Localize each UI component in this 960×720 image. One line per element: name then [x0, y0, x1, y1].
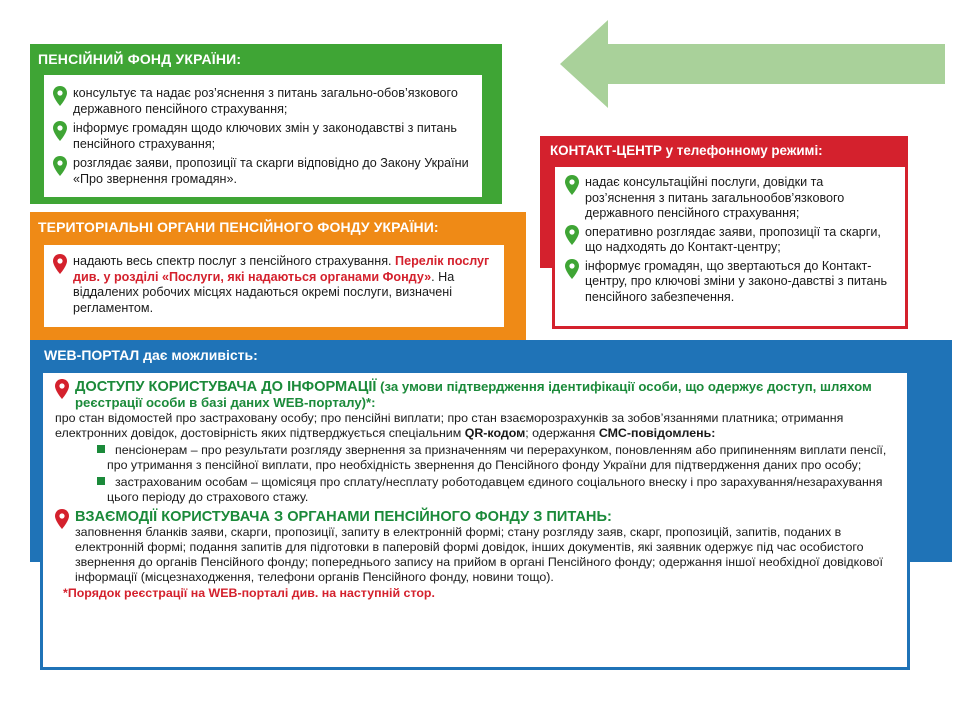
list-item-text: надає консультаційні послуги, довідки та роз’яснення з питань загальнообов’язкового державного пенсійного страхування;: [585, 175, 845, 220]
web-portal-content: [40, 370, 910, 670]
contact-center-list: [552, 164, 908, 329]
list-item-text: консультує та надає роз’яснення з питань загально-обов’язкового державного пенсійного страхування;: [73, 86, 458, 116]
pension-fund-title: ПЕНСІЙНИЙ ФОНД УКРАЇНИ:: [38, 51, 242, 67]
list-item-text: інформує громадян щодо ключових змін у законодавстві з питань пенсійного страхування;: [73, 121, 457, 151]
map-pin-icon: [53, 86, 67, 106]
map-pin-icon: [565, 225, 579, 245]
contact-center-title: КОНТАКТ-ЦЕНТР у телефонному режимі:: [550, 143, 823, 158]
territorial-text: надають весь спектр послуг з пенсійного страхування.: [73, 254, 396, 268]
qr-code-label: QR-кодом: [464, 426, 526, 440]
interaction-heading: [55, 509, 895, 525]
list-item: [55, 443, 895, 473]
square-bullet-icon: [97, 477, 105, 485]
list-item-text: оперативно розглядає заяви, пропозиції та скарги, що надходять до Контакт-центру;: [585, 224, 881, 254]
sms-label: СМС-повідомлень: [598, 426, 712, 440]
territorial-content: [41, 242, 507, 330]
access-heading-note: (за умови підтвердження ідентифікації особи, що одержує доступ, шляхом реєстрації особи в базі даних WEB-порталу)*:: [75, 379, 872, 410]
list-item: [53, 121, 472, 152]
list-item-text: розглядає заяви, пропозиції та скарги відповідно до Закону України «Про звернення громадян».: [73, 156, 469, 186]
list-item: [53, 156, 472, 187]
territorial-text-end: . На віддалених робочих місцях надаються окремі послуги, визначені регламентом.: [73, 269, 455, 315]
map-pin-icon: [53, 121, 67, 141]
map-pin-icon: [53, 156, 67, 176]
web-portal-title: WEB-ПОРТАЛ дає можливість:: [44, 347, 258, 363]
list-item-text: інформує громадян, що звертаються до Контакт-центру, про ключові зміни у законо-давстві з питань пенсійного забезпечення.: [585, 258, 888, 304]
footnote: *Порядок реєстрації на WEB-порталі див. на наступній стор.: [63, 586, 435, 600]
interaction-heading-text: ВЗАЄМОДІЇ КОРИСТУВАЧА З ОРГАНАМИ ПЕНСІЙНОГО ФОНДУ З ПИТАНЬ:: [75, 509, 612, 525]
list-item-text: пенсіонерам – про результати розгляду звернення за призначенням чи перерахунком, поновленням або припиненням виплати пенсії, про утримання з пенсійної виплати, про необхідність звернення до Пенсійного фонду України для підтвердження даних про особу;: [107, 443, 887, 472]
access-text: :: [711, 426, 716, 440]
access-heading-text: ДОСТУПУ КОРИСТУВАЧА ДО ІНФОРМАЦІЇ: [75, 379, 377, 395]
access-description: [55, 411, 895, 441]
list-item-text: застрахованим особам – щомісяця про сплату/несплату роботодавцем єдиного соціального внеску і про зарахування/незарахування цього періоду до страхового стажу.: [107, 475, 883, 504]
territorial-title: ТЕРИТОРІАЛЬНІ ОРГАНИ ПЕНСІЙНОГО ФОНДУ УКРАЇНИ:: [38, 219, 439, 235]
access-heading: [55, 379, 895, 411]
list-item: [53, 254, 494, 316]
square-bullet-icon: [97, 445, 105, 453]
left-arrow-icon: [560, 20, 945, 108]
list-item: [565, 259, 895, 306]
access-text: ; одержання: [525, 426, 599, 440]
list-item: [565, 225, 895, 256]
map-pin-icon: [565, 175, 579, 195]
pension-fund-list: [41, 72, 485, 200]
list-item: [53, 86, 472, 117]
map-pin-icon: [55, 379, 69, 399]
interaction-description: заповнення бланків заяви, скарги, пропозиції, запиту в електронній формі; стану розгляду заяв, скарг, пропозицій, запитів, поданих в електронній формі; подання запитів для підготовки в паперовій формі довідок, інших документів, які заявник одержує під час особистого звернення до органів Пенсійного фонду; попереднього запису на прийом в органі Пенсійного фонду; одержання іншої необхідної довідкової інформації (місцезнаходження, телефони органів Пенсійного фонду, новини тощо).: [75, 525, 883, 584]
access-text: про стан відомостей про застраховану особу; про пенсійні виплати; про стан взаєморозрахунків за зобов’язаннями платника; отримання електронних довідок, достовірність яких підтверджується спеціальним: [55, 411, 844, 440]
map-pin-icon: [565, 259, 579, 279]
map-pin-icon: [55, 509, 69, 529]
services-link-text[interactable]: Перелік послуг див. у розділі «Послуги, які надаються органами Фонду»: [73, 254, 490, 284]
map-pin-icon: [53, 254, 67, 274]
list-item: [55, 475, 895, 505]
list-item: [565, 175, 895, 222]
